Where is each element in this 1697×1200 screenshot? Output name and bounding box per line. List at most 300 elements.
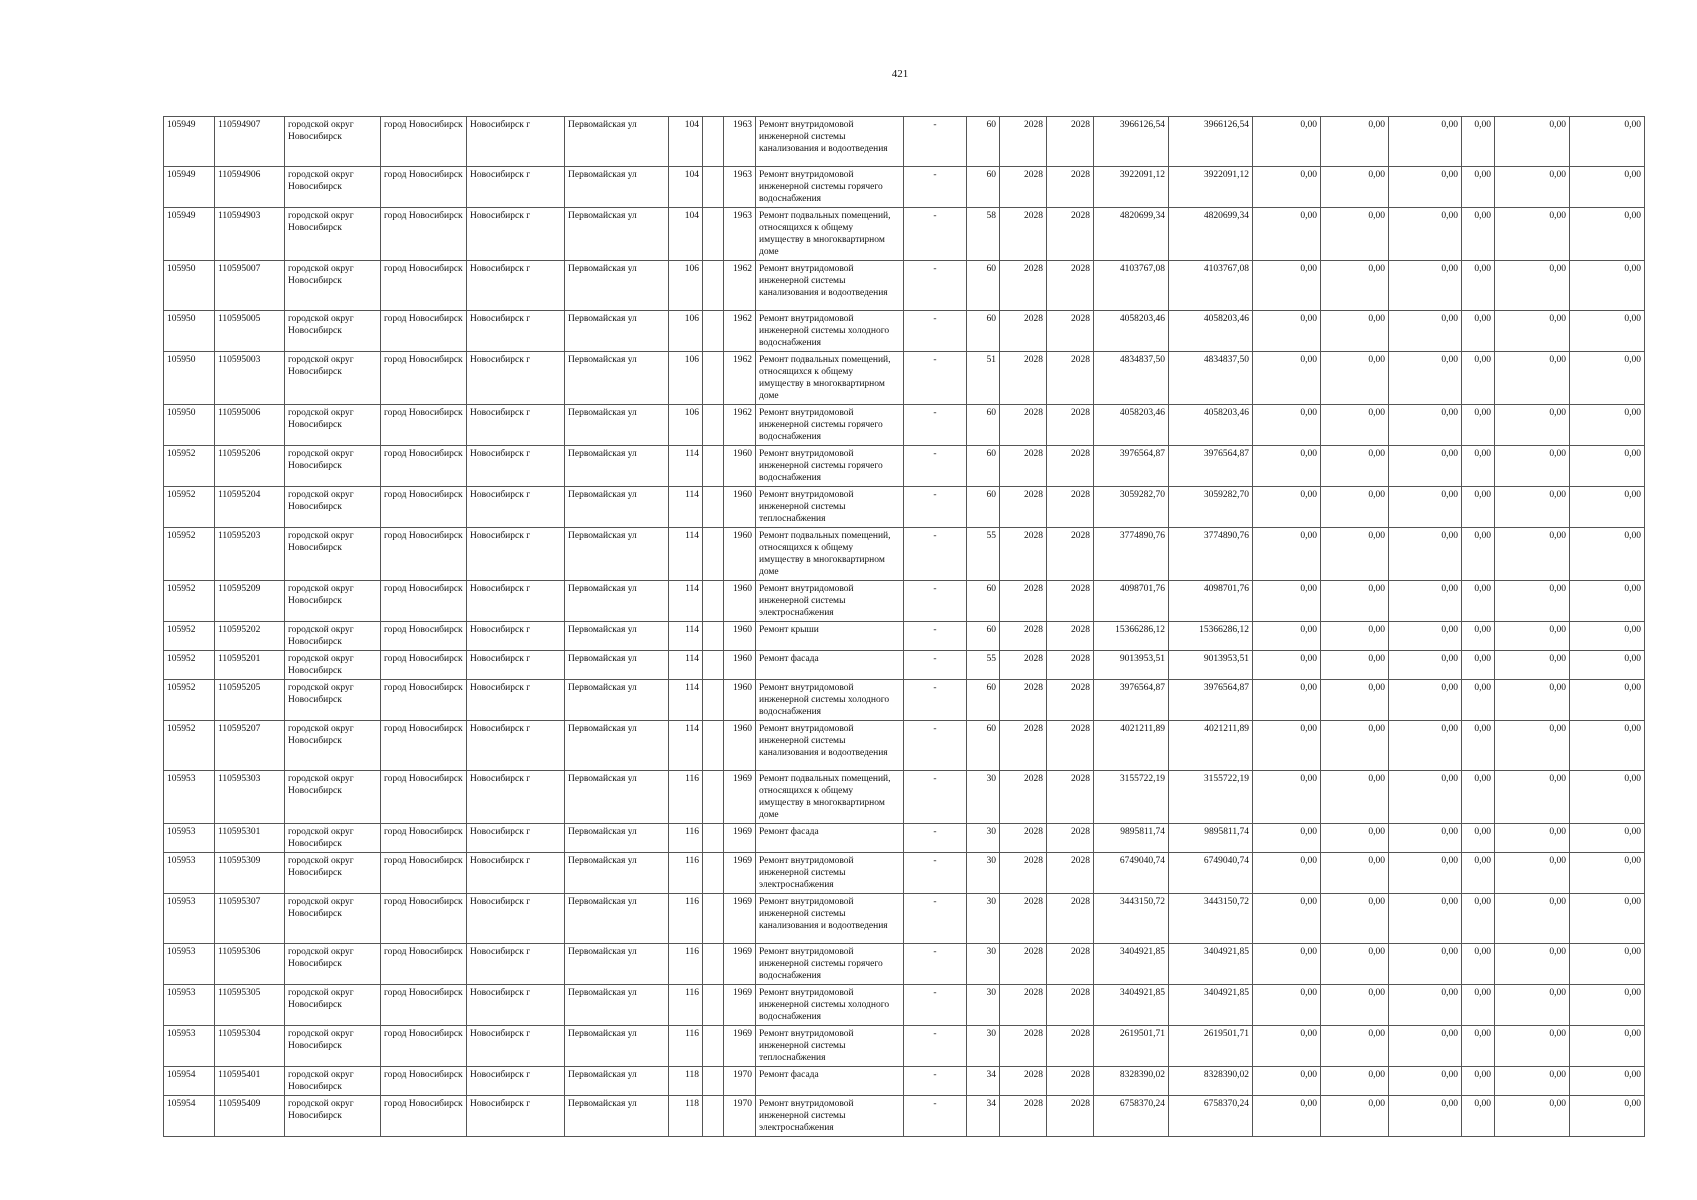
blank-cell: - [904, 311, 967, 352]
regional-fund-cost-cell: 9895811,74 [1169, 824, 1253, 853]
element-id-cell: 110595005 [215, 311, 285, 352]
wear-percent-cell: 30 [967, 944, 1000, 985]
total-cost-cell: 15366286,12 [1094, 622, 1169, 651]
locality-cell: Новосибирск г [467, 405, 565, 446]
municipality-cell: городской округ Новосибирск [285, 208, 381, 261]
funding-col-4-cell: 0,00 [1462, 824, 1495, 853]
funding-col-1-cell: 0,00 [1253, 651, 1321, 680]
funding-col-1-cell: 0,00 [1253, 167, 1321, 208]
funding-col-1-cell: 0,00 [1253, 721, 1321, 771]
plan-year-end-cell: 2028 [1047, 1096, 1094, 1137]
wear-percent-cell: 30 [967, 985, 1000, 1026]
blank-cell: - [904, 405, 967, 446]
settlement-cell: город Новосибирск [381, 622, 467, 651]
building-cell [703, 446, 724, 487]
blank-cell: - [904, 771, 967, 824]
table-row [164, 487, 1645, 528]
plan-year-start-cell: 2028 [1000, 824, 1047, 853]
municipality-cell: городской округ Новосибирск [285, 894, 381, 944]
work-type-cell: Ремонт внутридомовой инженерной системы электроснабжения [756, 853, 904, 894]
plan-year-end-cell: 2028 [1047, 117, 1094, 167]
funding-col-4-cell: 0,00 [1462, 1067, 1495, 1096]
regional-fund-cost-cell: 4058203,46 [1169, 405, 1253, 446]
table-row [164, 651, 1645, 680]
house-id-cell: 105949 [164, 117, 215, 167]
street-cell: Первомайская ул [565, 853, 669, 894]
funding-col-1-cell: 0,00 [1253, 944, 1321, 985]
funding-col-6-cell: 0,00 [1570, 771, 1645, 824]
funding-col-1-cell: 0,00 [1253, 1067, 1321, 1096]
funding-col-1-cell: 0,00 [1253, 622, 1321, 651]
blank-cell: - [904, 721, 967, 771]
settlement-cell: город Новосибирск [381, 853, 467, 894]
construction-year-cell: 1960 [724, 651, 756, 680]
construction-year-cell: 1960 [724, 680, 756, 721]
blank-cell: - [904, 985, 967, 1026]
municipality-cell: городской округ Новосибирск [285, 117, 381, 167]
funding-col-2-cell: 0,00 [1321, 261, 1389, 311]
building-cell [703, 528, 724, 581]
municipality-cell: городской округ Новосибирск [285, 487, 381, 528]
funding-col-3-cell: 0,00 [1389, 311, 1462, 352]
construction-year-cell: 1970 [724, 1067, 756, 1096]
funding-col-3-cell: 0,00 [1389, 446, 1462, 487]
municipality-cell: городской округ Новосибирск [285, 405, 381, 446]
blank-cell: - [904, 1026, 967, 1067]
work-type-cell: Ремонт подвальных помещений, относящихся к общему имуществу в многоквартирном доме [756, 528, 904, 581]
plan-year-start-cell: 2028 [1000, 117, 1047, 167]
funding-col-6-cell: 0,00 [1570, 208, 1645, 261]
regional-fund-cost-cell: 6749040,74 [1169, 853, 1253, 894]
total-cost-cell: 3155722,19 [1094, 771, 1169, 824]
work-type-cell: Ремонт внутридомовой инженерной системы канализования и водоотведения [756, 117, 904, 167]
total-cost-cell: 4021211,89 [1094, 721, 1169, 771]
funding-col-2-cell: 0,00 [1321, 985, 1389, 1026]
house-number-cell: 104 [669, 167, 703, 208]
construction-year-cell: 1969 [724, 894, 756, 944]
street-cell: Первомайская ул [565, 528, 669, 581]
total-cost-cell: 9013953,51 [1094, 651, 1169, 680]
building-cell [703, 894, 724, 944]
funding-col-2-cell: 0,00 [1321, 721, 1389, 771]
table-row [164, 771, 1645, 824]
funding-col-4-cell: 0,00 [1462, 771, 1495, 824]
plan-year-start-cell: 2028 [1000, 622, 1047, 651]
funding-col-6-cell: 0,00 [1570, 824, 1645, 853]
funding-col-4-cell: 0,00 [1462, 208, 1495, 261]
funding-col-2-cell: 0,00 [1321, 651, 1389, 680]
plan-year-start-cell: 2028 [1000, 167, 1047, 208]
regional-fund-cost-cell: 4834837,50 [1169, 352, 1253, 405]
funding-col-6-cell: 0,00 [1570, 261, 1645, 311]
regional-fund-cost-cell: 3922091,12 [1169, 167, 1253, 208]
table-row [164, 261, 1645, 311]
house-number-cell: 116 [669, 985, 703, 1026]
funding-col-4-cell: 0,00 [1462, 651, 1495, 680]
street-cell: Первомайская ул [565, 1026, 669, 1067]
element-id-cell: 110595007 [215, 261, 285, 311]
street-cell: Первомайская ул [565, 261, 669, 311]
funding-col-4-cell: 0,00 [1462, 680, 1495, 721]
building-cell [703, 352, 724, 405]
blank-cell: - [904, 528, 967, 581]
settlement-cell: город Новосибирск [381, 446, 467, 487]
wear-percent-cell: 51 [967, 352, 1000, 405]
plan-year-end-cell: 2028 [1047, 528, 1094, 581]
table-row [164, 1067, 1645, 1096]
work-type-cell: Ремонт внутридомовой инженерной системы горячего водоснабжения [756, 167, 904, 208]
building-cell [703, 824, 724, 853]
construction-year-cell: 1960 [724, 487, 756, 528]
plan-year-end-cell: 2028 [1047, 261, 1094, 311]
locality-cell: Новосибирск г [467, 680, 565, 721]
settlement-cell: город Новосибирск [381, 352, 467, 405]
funding-col-5-cell: 0,00 [1495, 446, 1570, 487]
street-cell: Первомайская ул [565, 581, 669, 622]
municipality-cell: городской округ Новосибирск [285, 1067, 381, 1096]
municipality-cell: городской округ Новосибирск [285, 581, 381, 622]
wear-percent-cell: 60 [967, 117, 1000, 167]
funding-col-4-cell: 0,00 [1462, 985, 1495, 1026]
house-number-cell: 116 [669, 944, 703, 985]
plan-year-end-cell: 2028 [1047, 824, 1094, 853]
settlement-cell: город Новосибирск [381, 581, 467, 622]
total-cost-cell: 3443150,72 [1094, 894, 1169, 944]
funding-col-5-cell: 0,00 [1495, 944, 1570, 985]
work-type-cell: Ремонт внутридомовой инженерной системы теплоснабжения [756, 1026, 904, 1067]
municipality-cell: городской округ Новосибирск [285, 680, 381, 721]
street-cell: Первомайская ул [565, 771, 669, 824]
work-type-cell: Ремонт внутридомовой инженерной системы электроснабжения [756, 581, 904, 622]
house-number-cell: 104 [669, 117, 703, 167]
street-cell: Первомайская ул [565, 894, 669, 944]
locality-cell: Новосибирск г [467, 721, 565, 771]
house-id-cell: 105952 [164, 680, 215, 721]
municipality-cell: городской округ Новосибирск [285, 528, 381, 581]
locality-cell: Новосибирск г [467, 261, 565, 311]
funding-col-6-cell: 0,00 [1570, 528, 1645, 581]
funding-col-2-cell: 0,00 [1321, 894, 1389, 944]
construction-year-cell: 1960 [724, 622, 756, 651]
construction-year-cell: 1969 [724, 985, 756, 1026]
work-type-cell: Ремонт внутридомовой инженерной системы горячего водоснабжения [756, 446, 904, 487]
municipality-cell: городской округ Новосибирск [285, 1026, 381, 1067]
funding-col-2-cell: 0,00 [1321, 208, 1389, 261]
locality-cell: Новосибирск г [467, 208, 565, 261]
table-row [164, 352, 1645, 405]
building-cell [703, 487, 724, 528]
funding-col-5-cell: 0,00 [1495, 721, 1570, 771]
blank-cell: - [904, 581, 967, 622]
plan-year-start-cell: 2028 [1000, 528, 1047, 581]
plan-year-start-cell: 2028 [1000, 853, 1047, 894]
work-type-cell: Ремонт внутридомовой инженерной системы холодного водоснабжения [756, 680, 904, 721]
building-cell [703, 853, 724, 894]
funding-col-5-cell: 0,00 [1495, 622, 1570, 651]
building-cell [703, 261, 724, 311]
element-id-cell: 110595307 [215, 894, 285, 944]
funding-col-3-cell: 0,00 [1389, 721, 1462, 771]
house-id-cell: 105950 [164, 261, 215, 311]
work-type-cell: Ремонт внутридомовой инженерной системы холодного водоснабжения [756, 311, 904, 352]
regional-fund-cost-cell: 3966126,54 [1169, 117, 1253, 167]
funding-col-4-cell: 0,00 [1462, 944, 1495, 985]
funding-col-5-cell: 0,00 [1495, 1096, 1570, 1137]
funding-col-1-cell: 0,00 [1253, 853, 1321, 894]
total-cost-cell: 2619501,71 [1094, 1026, 1169, 1067]
building-cell [703, 1067, 724, 1096]
house-number-cell: 114 [669, 487, 703, 528]
construction-year-cell: 1960 [724, 581, 756, 622]
house-id-cell: 105952 [164, 528, 215, 581]
table-row [164, 581, 1645, 622]
plan-year-start-cell: 2028 [1000, 311, 1047, 352]
plan-year-start-cell: 2028 [1000, 487, 1047, 528]
funding-col-3-cell: 0,00 [1389, 117, 1462, 167]
plan-year-end-cell: 2028 [1047, 622, 1094, 651]
element-id-cell: 110595207 [215, 721, 285, 771]
funding-col-2-cell: 0,00 [1321, 1096, 1389, 1137]
funding-col-6-cell: 0,00 [1570, 311, 1645, 352]
house-number-cell: 114 [669, 581, 703, 622]
plan-year-start-cell: 2028 [1000, 352, 1047, 405]
element-id-cell: 110595201 [215, 651, 285, 680]
plan-year-end-cell: 2028 [1047, 311, 1094, 352]
locality-cell: Новосибирск г [467, 1067, 565, 1096]
funding-col-6-cell: 0,00 [1570, 581, 1645, 622]
total-cost-cell: 3922091,12 [1094, 167, 1169, 208]
locality-cell: Новосибирск г [467, 528, 565, 581]
plan-year-start-cell: 2028 [1000, 651, 1047, 680]
element-id-cell: 110595306 [215, 944, 285, 985]
regional-fund-cost-cell: 3059282,70 [1169, 487, 1253, 528]
funding-col-2-cell: 0,00 [1321, 581, 1389, 622]
plan-year-end-cell: 2028 [1047, 208, 1094, 261]
regional-fund-cost-cell: 4103767,08 [1169, 261, 1253, 311]
plan-year-end-cell: 2028 [1047, 853, 1094, 894]
construction-year-cell: 1969 [724, 1026, 756, 1067]
total-cost-cell: 8328390,02 [1094, 1067, 1169, 1096]
funding-col-4-cell: 0,00 [1462, 1096, 1495, 1137]
work-type-cell: Ремонт крыши [756, 622, 904, 651]
total-cost-cell: 3976564,87 [1094, 446, 1169, 487]
funding-col-6-cell: 0,00 [1570, 352, 1645, 405]
house-number-cell: 114 [669, 651, 703, 680]
funding-col-6-cell: 0,00 [1570, 622, 1645, 651]
locality-cell: Новосибирск г [467, 771, 565, 824]
funding-col-3-cell: 0,00 [1389, 944, 1462, 985]
funding-col-1-cell: 0,00 [1253, 487, 1321, 528]
funding-col-4-cell: 0,00 [1462, 261, 1495, 311]
funding-col-5-cell: 0,00 [1495, 894, 1570, 944]
plan-year-end-cell: 2028 [1047, 721, 1094, 771]
street-cell: Первомайская ул [565, 487, 669, 528]
funding-col-5-cell: 0,00 [1495, 405, 1570, 446]
total-cost-cell: 9895811,74 [1094, 824, 1169, 853]
municipality-cell: городской округ Новосибирск [285, 824, 381, 853]
plan-year-start-cell: 2028 [1000, 1067, 1047, 1096]
street-cell: Первомайская ул [565, 824, 669, 853]
regional-fund-cost-cell: 3443150,72 [1169, 894, 1253, 944]
element-id-cell: 110595205 [215, 680, 285, 721]
house-id-cell: 105952 [164, 721, 215, 771]
building-cell [703, 1026, 724, 1067]
settlement-cell: город Новосибирск [381, 487, 467, 528]
table-row [164, 311, 1645, 352]
building-cell [703, 117, 724, 167]
wear-percent-cell: 34 [967, 1067, 1000, 1096]
plan-year-end-cell: 2028 [1047, 894, 1094, 944]
funding-col-5-cell: 0,00 [1495, 208, 1570, 261]
street-cell: Первомайская ул [565, 208, 669, 261]
total-cost-cell: 3976564,87 [1094, 680, 1169, 721]
building-cell [703, 1096, 724, 1137]
funding-col-5-cell: 0,00 [1495, 771, 1570, 824]
blank-cell: - [904, 853, 967, 894]
funding-col-6-cell: 0,00 [1570, 721, 1645, 771]
funding-col-6-cell: 0,00 [1570, 944, 1645, 985]
funding-col-6-cell: 0,00 [1570, 1026, 1645, 1067]
house-number-cell: 116 [669, 853, 703, 894]
construction-year-cell: 1963 [724, 167, 756, 208]
funding-col-4-cell: 0,00 [1462, 167, 1495, 208]
blank-cell: - [904, 487, 967, 528]
funding-col-1-cell: 0,00 [1253, 1096, 1321, 1137]
municipality-cell: городской округ Новосибирск [285, 261, 381, 311]
funding-col-3-cell: 0,00 [1389, 824, 1462, 853]
house-number-cell: 118 [669, 1067, 703, 1096]
street-cell: Первомайская ул [565, 1067, 669, 1096]
funding-col-3-cell: 0,00 [1389, 167, 1462, 208]
work-type-cell: Ремонт фасада [756, 651, 904, 680]
work-type-cell: Ремонт фасада [756, 1067, 904, 1096]
funding-col-6-cell: 0,00 [1570, 1096, 1645, 1137]
building-cell [703, 311, 724, 352]
funding-col-3-cell: 0,00 [1389, 985, 1462, 1026]
blank-cell: - [904, 651, 967, 680]
funding-col-1-cell: 0,00 [1253, 1026, 1321, 1067]
house-id-cell: 105952 [164, 487, 215, 528]
house-number-cell: 106 [669, 311, 703, 352]
municipality-cell: городской округ Новосибирск [285, 622, 381, 651]
settlement-cell: город Новосибирск [381, 651, 467, 680]
house-id-cell: 105953 [164, 824, 215, 853]
wear-percent-cell: 60 [967, 581, 1000, 622]
wear-percent-cell: 60 [967, 167, 1000, 208]
settlement-cell: город Новосибирск [381, 824, 467, 853]
funding-col-4-cell: 0,00 [1462, 117, 1495, 167]
plan-year-end-cell: 2028 [1047, 352, 1094, 405]
house-id-cell: 105952 [164, 446, 215, 487]
regional-fund-cost-cell: 4058203,46 [1169, 311, 1253, 352]
funding-col-6-cell: 0,00 [1570, 651, 1645, 680]
regional-fund-cost-cell: 4098701,76 [1169, 581, 1253, 622]
wear-percent-cell: 60 [967, 622, 1000, 651]
total-cost-cell: 4820699,34 [1094, 208, 1169, 261]
municipality-cell: городской округ Новосибирск [285, 944, 381, 985]
funding-col-6-cell: 0,00 [1570, 853, 1645, 894]
work-type-cell: Ремонт внутридомовой инженерной системы горячего водоснабжения [756, 405, 904, 446]
plan-year-end-cell: 2028 [1047, 680, 1094, 721]
street-cell: Первомайская ул [565, 311, 669, 352]
blank-cell: - [904, 680, 967, 721]
total-cost-cell: 4058203,46 [1094, 311, 1169, 352]
house-id-cell: 105952 [164, 581, 215, 622]
funding-col-6-cell: 0,00 [1570, 894, 1645, 944]
funding-col-4-cell: 0,00 [1462, 405, 1495, 446]
plan-year-start-cell: 2028 [1000, 405, 1047, 446]
plan-year-end-cell: 2028 [1047, 446, 1094, 487]
funding-col-6-cell: 0,00 [1570, 405, 1645, 446]
funding-col-2-cell: 0,00 [1321, 824, 1389, 853]
construction-year-cell: 1963 [724, 117, 756, 167]
settlement-cell: город Новосибирск [381, 680, 467, 721]
element-id-cell: 110595304 [215, 1026, 285, 1067]
funding-col-2-cell: 0,00 [1321, 167, 1389, 208]
wear-percent-cell: 30 [967, 824, 1000, 853]
funding-col-5-cell: 0,00 [1495, 311, 1570, 352]
funding-col-1-cell: 0,00 [1253, 771, 1321, 824]
settlement-cell: город Новосибирск [381, 208, 467, 261]
wear-percent-cell: 55 [967, 528, 1000, 581]
blank-cell: - [904, 824, 967, 853]
element-id-cell: 110594907 [215, 117, 285, 167]
house-id-cell: 105953 [164, 1026, 215, 1067]
funding-col-6-cell: 0,00 [1570, 446, 1645, 487]
municipality-cell: городской округ Новосибирск [285, 771, 381, 824]
house-number-cell: 118 [669, 1096, 703, 1137]
regional-fund-cost-cell: 3774890,76 [1169, 528, 1253, 581]
total-cost-cell: 6758370,24 [1094, 1096, 1169, 1137]
blank-cell: - [904, 352, 967, 405]
work-type-cell: Ремонт внутридомовой инженерной системы электроснабжения [756, 1096, 904, 1137]
regional-fund-cost-cell: 3155722,19 [1169, 771, 1253, 824]
funding-col-1-cell: 0,00 [1253, 446, 1321, 487]
blank-cell: - [904, 208, 967, 261]
building-cell [703, 651, 724, 680]
plan-year-start-cell: 2028 [1000, 581, 1047, 622]
table-row [164, 721, 1645, 771]
locality-cell: Новосибирск г [467, 117, 565, 167]
funding-col-5-cell: 0,00 [1495, 824, 1570, 853]
building-cell [703, 771, 724, 824]
wear-percent-cell: 58 [967, 208, 1000, 261]
building-cell [703, 622, 724, 651]
house-id-cell: 105953 [164, 853, 215, 894]
municipality-cell: городской округ Новосибирск [285, 721, 381, 771]
funding-col-5-cell: 0,00 [1495, 651, 1570, 680]
house-id-cell: 105953 [164, 944, 215, 985]
plan-year-start-cell: 2028 [1000, 446, 1047, 487]
construction-year-cell: 1962 [724, 405, 756, 446]
funding-col-6-cell: 0,00 [1570, 985, 1645, 1026]
regional-fund-cost-cell: 3976564,87 [1169, 680, 1253, 721]
funding-col-3-cell: 0,00 [1389, 651, 1462, 680]
total-cost-cell: 4098701,76 [1094, 581, 1169, 622]
funding-col-1-cell: 0,00 [1253, 208, 1321, 261]
funding-col-1-cell: 0,00 [1253, 311, 1321, 352]
funding-col-3-cell: 0,00 [1389, 1067, 1462, 1096]
house-id-cell: 105950 [164, 352, 215, 405]
funding-col-5-cell: 0,00 [1495, 352, 1570, 405]
house-number-cell: 114 [669, 680, 703, 721]
regional-fund-cost-cell: 3404921,85 [1169, 944, 1253, 985]
funding-col-2-cell: 0,00 [1321, 680, 1389, 721]
funding-col-1-cell: 0,00 [1253, 261, 1321, 311]
building-cell [703, 581, 724, 622]
regional-fund-cost-cell: 3404921,85 [1169, 985, 1253, 1026]
funding-col-1-cell: 0,00 [1253, 528, 1321, 581]
